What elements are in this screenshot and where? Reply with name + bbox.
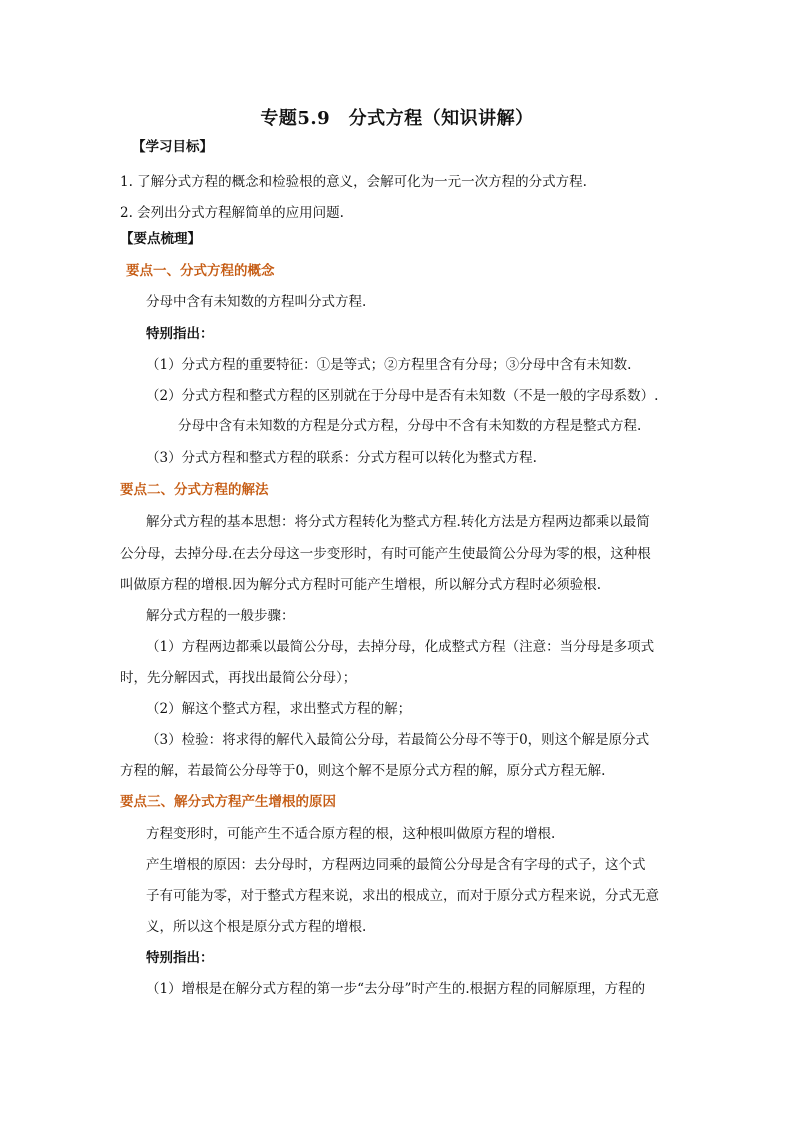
point2-para-line-2: 公分母，去掉分母.在去分母这一步变形时，有时可能产生使最简公分母为零的根，这种根 [120,546,651,562]
objectives-heading: 【学习目标】 [132,139,213,155]
objective-item-2: 2. 会列出分式方程解简单的应用问题. [120,205,344,221]
point1-note-3: （3）分式方程和整式方程的联系：分式方程可以转化为整式方程. [146,450,537,466]
point2-heading: 要点二、分式方程的解法 [120,482,269,498]
point2-steps-label: 解分式方程的一般步骤： [146,608,295,624]
point3-heading: 要点三、解分式方程产生增根的原因 [120,794,336,810]
point1-note-1: （1）分式方程的重要特征：①是等式；②方程里含有分母；③分母中含有未知数. [146,357,632,373]
point3-reason-line-2: 子有可能为零，对于整式方程来说，求出的根成立，而对于原分式方程来说，分式无意 [146,888,659,904]
point3-note-1: （1）增根是在解分式方程的第一步“去分母”时产生的.根据方程的同解原理，方程的 [146,981,646,997]
point2-step3-line-1: （3）检验：将求得的解代入最简公分母，若最简公分母不等于0，则这个解是原分式 [146,732,650,748]
objective-item-1: 1. 了解分式方程的概念和检验根的意义，会解可化为一元一次方程的分式方程. [120,174,587,190]
point2-step2: （2）解这个整式方程，求出整式方程的解； [146,701,412,717]
point2-step3-line-2: 方程的解，若最简公分母等于0，则这个解不是原分式方程的解，原分式方程无解. [120,763,606,779]
point3-note-label: 特别指出： [146,950,214,966]
point1-heading: 要点一、分式方程的概念 [126,263,275,279]
point1-definition: 分母中含有未知数的方程叫分式方程. [146,294,367,310]
point1-note-2: （2）分式方程和整式方程的区别就在于分母中是否有未知数（不是一般的字母系数）. [146,388,659,404]
point3-reason-line-1: 产生增根的原因：去分母时，方程两边同乘的最简公分母是含有字母的式子，这个式 [146,857,646,873]
page-title: 专题5.9 分式方程（知识讲解） [260,108,534,129]
outline-heading: 【要点梳理】 [120,231,201,247]
point2-para-line-3: 叫做原方程的增根.因为解分式方程时可能产生增根，所以解分式方程时必须验根. [120,577,602,593]
point1-note-2-cont: 分母中含有未知数的方程是分式方程，分母中不含有未知数的方程是整式方程. [178,418,642,434]
point2-step1-line-1: （1）方程两边都乘以最简公分母，去掉分母，化成整式方程（注意：当分母是多项式 [146,639,655,655]
point3-reason-line-3: 义，所以这个根是原分式方程的增根. [146,919,367,935]
point3-line-1: 方程变形时，可能产生不适合原方程的根，这种根叫做原方程的增根. [146,826,556,842]
point2-step1-line-2: 时，先分解因式，再找出最简公分母）； [120,670,357,686]
point2-para-line-1: 解分式方程的基本思想：将分式方程转化为整式方程.转化方法是方程两边都乘以最简 [146,514,650,530]
point1-note-label: 特别指出： [146,326,214,342]
